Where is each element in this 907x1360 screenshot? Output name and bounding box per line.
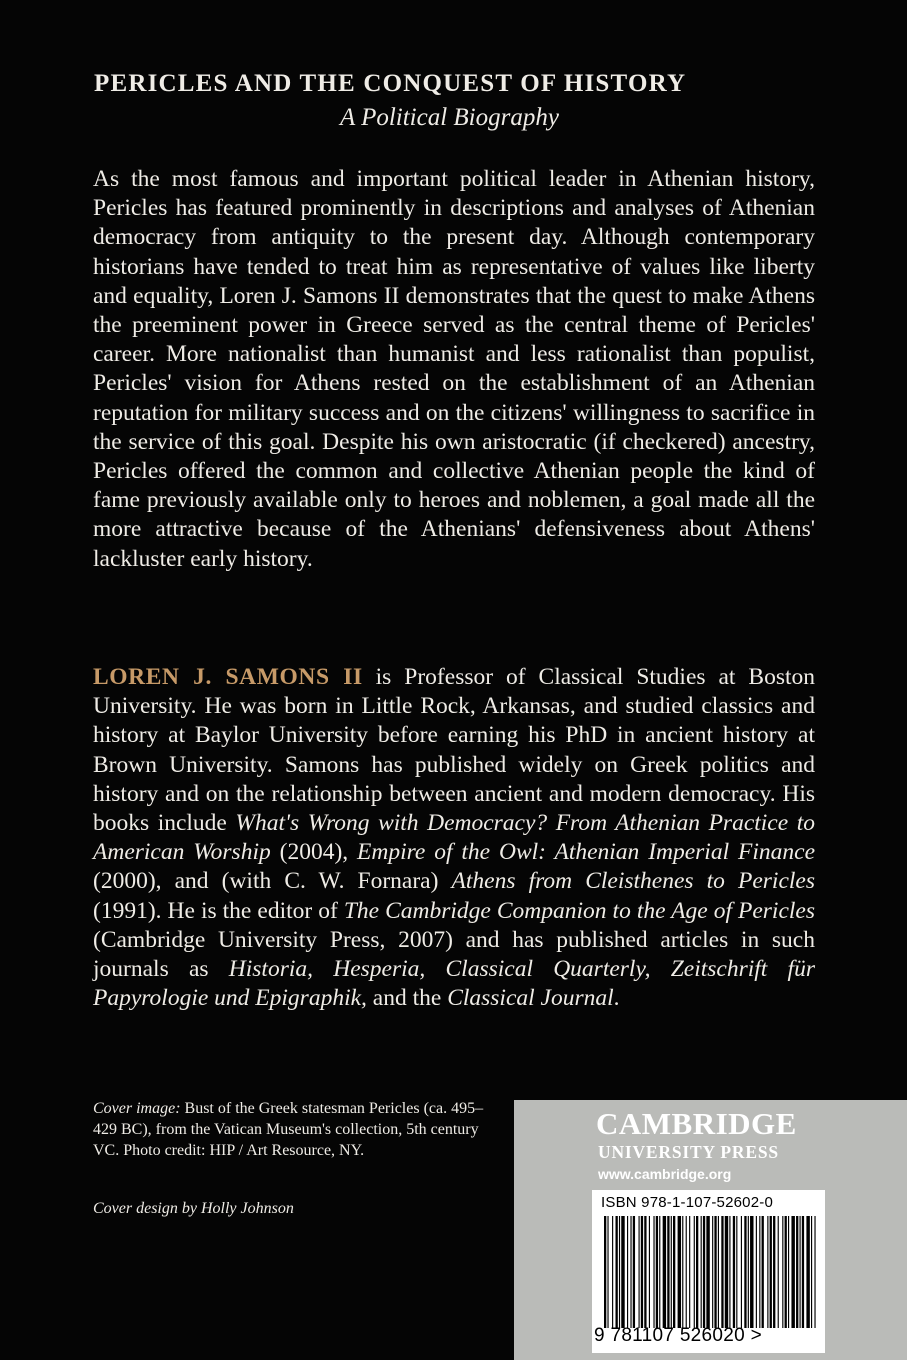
bio-text: (1991). He is the editor of bbox=[93, 897, 344, 924]
cover-design-credit: Cover design by Holly Johnson bbox=[93, 1200, 294, 1217]
journal-reference: Classical Journal bbox=[447, 985, 614, 1012]
bio-text: (Cambridge University Press, 2007) and has published articles in such journals as bbox=[93, 926, 815, 983]
book-reference: The Cambridge Companion to the Age of Pericles bbox=[343, 897, 815, 924]
bio-text: is Professor of Classical Studies at Boston University. He was born in Little Rock, Arkansas, and studied classics and history at Baylor University before earning his PhD in ancient history at Brown University. Samons has published widely on Greek politics and history and on the relationship between ancient and modern democracy. His books include bbox=[93, 664, 816, 837]
isbn-number: ISBN 978-1-107-52602-0 bbox=[601, 1194, 774, 1211]
journal-list: Historia, Hesperia, Classical Quarterly, Zeitschrift für Papyrologie und Epigraphik, bbox=[93, 956, 815, 1012]
barcode-icon bbox=[604, 1216, 816, 1328]
bio-text: . bbox=[613, 985, 620, 1012]
book-reference: Empire of the Owl: Athenian Imperial Finance bbox=[357, 839, 816, 866]
cover-image-credit bbox=[93, 1098, 493, 1161]
author-biography bbox=[93, 663, 815, 1013]
cover-image-label: Cover image: bbox=[93, 1100, 181, 1117]
barcode-box bbox=[592, 1190, 825, 1353]
ean-number: 9 781107 526020 > bbox=[594, 1325, 762, 1346]
bio-text: and the bbox=[366, 985, 448, 1012]
publisher-logo-press: UNIVERSITY PRESS bbox=[598, 1142, 779, 1162]
publisher-logo-name: CAMBRIDGE bbox=[596, 1106, 797, 1141]
publisher-panel bbox=[514, 1100, 907, 1360]
book-description: As the most famous and important political leader in Athenian history, Pericles has featured prominently in descriptions and analyses of Athenian democracy from antiquity to the present day. Although contemporary historians have tended to treat him as representative of values like liberty and equality, Loren J. Samons II demonstrates that the quest to make Athens the preeminent power in Greece served as the central theme of Pericles' career. More nationalist than humanist and less rationalist than populist, Pericles' vision for Athens rested on the establishment of an Athenian reputation for military success and on the citizens' willingness to sacrifice in the service of this goal. Despite his own aristocratic (if checkered) ancestry, Pericles offered the common and collective Athenian people the kind of fame previously available only to heroes and noblemen, a goal made all the more attractive because of the Athenians' defensiveness about Athens' lackluster early history. bbox=[93, 166, 815, 572]
cover-image-text: Bust of the Greek statesman Pericles (ca. 495–429 BC), from the Vatican Museum's collection, 5th century VC. Photo credit: HIP / Art Resource, NY. bbox=[93, 1100, 484, 1159]
book-subtitle: A Political Biography bbox=[340, 104, 559, 131]
book-reference: Athens from Cleisthenes to Pericles bbox=[451, 868, 815, 895]
bio-text: (2000), and (with C. W. Fornara) bbox=[93, 868, 452, 895]
author-name: LOREN J. SAMONS II bbox=[93, 664, 363, 690]
book-reference: What's Wrong with Democracy? From Athenian Practice to American Worship bbox=[93, 810, 815, 866]
book-title: PERICLES AND THE CONQUEST OF HISTORY bbox=[94, 70, 687, 97]
bio-text: (2004), bbox=[270, 839, 358, 866]
publisher-url: www.cambridge.org bbox=[598, 1166, 732, 1182]
